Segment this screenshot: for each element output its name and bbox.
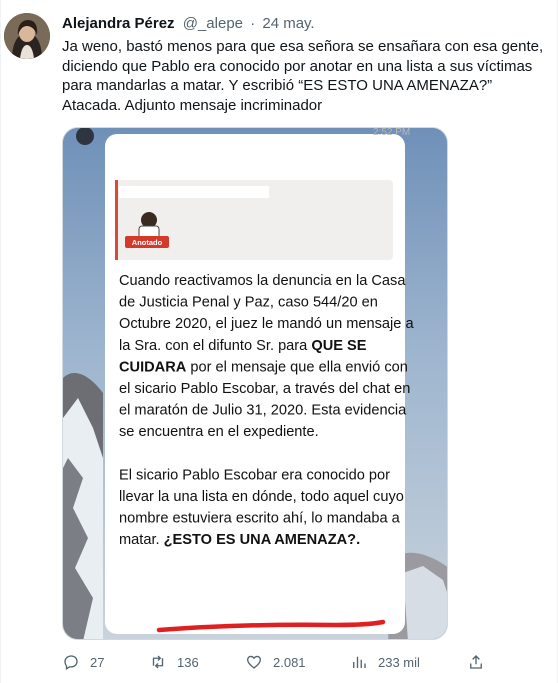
avatar-image [4, 13, 50, 59]
separator-dot: · [250, 15, 256, 32]
screenshot-image [63, 128, 448, 640]
retweet-icon [149, 653, 167, 671]
tweet-media-image[interactable] [62, 127, 448, 640]
like-icon [245, 653, 263, 671]
views-button[interactable] [350, 650, 420, 674]
action-bar [62, 650, 502, 674]
views-icon [350, 653, 368, 671]
tweet-date[interactable]: 24 may. [262, 15, 315, 32]
like-button[interactable] [245, 650, 306, 674]
share-button[interactable] [467, 650, 495, 674]
author-handle[interactable]: @_alepe [182, 15, 244, 32]
avatar[interactable] [4, 13, 50, 59]
share-icon [467, 653, 485, 671]
like-count: 2.081 [273, 654, 306, 670]
tweet-header [62, 14, 315, 34]
tweet-text: Ja weno, bastó menos para que esa señora se ensañara con esa gente, diciendo que Pablo era conocido por anotar en una lista a sus víctimas para mandarlas a matar. Y escribió “ES ESTO UNA AMENAZA?” Atacada. Adjunto mensaje incriminador [62, 38, 544, 114]
reply-count: 27 [90, 654, 105, 670]
retweet-count: 136 [177, 654, 199, 670]
reply-button[interactable] [62, 650, 104, 674]
message-text: Cuando reactivamos la denuncia en la Casa de Justicia Penal y Paz, caso 544/20 en Octubre 2020, el juez le mandó un mensaje a la Sra. con el difunto Sr. para QUE SE CUIDARA por el mensaje que ella envió con el sicario Pablo Escobar, a través del chat en el maratón de Julio 31, 2020. Esta evidencia se encuentra en el expediente. El sicario Pablo Escobar era conocido por llevar la una lista en dónde, todo aquel cuyo nombre estuviera escrito ahí, lo mandaba a matar. ¿ESTO ES UNA AMENAZA?. [119, 273, 414, 549]
reply-icon [62, 653, 80, 671]
views-count: 233 mil [378, 654, 420, 670]
author-name[interactable]: Alejandra Pérez [62, 15, 175, 32]
status-time: 2:52 PM [373, 128, 411, 138]
sticker-label: Anotado [131, 238, 163, 247]
retweet-button[interactable] [149, 650, 199, 674]
